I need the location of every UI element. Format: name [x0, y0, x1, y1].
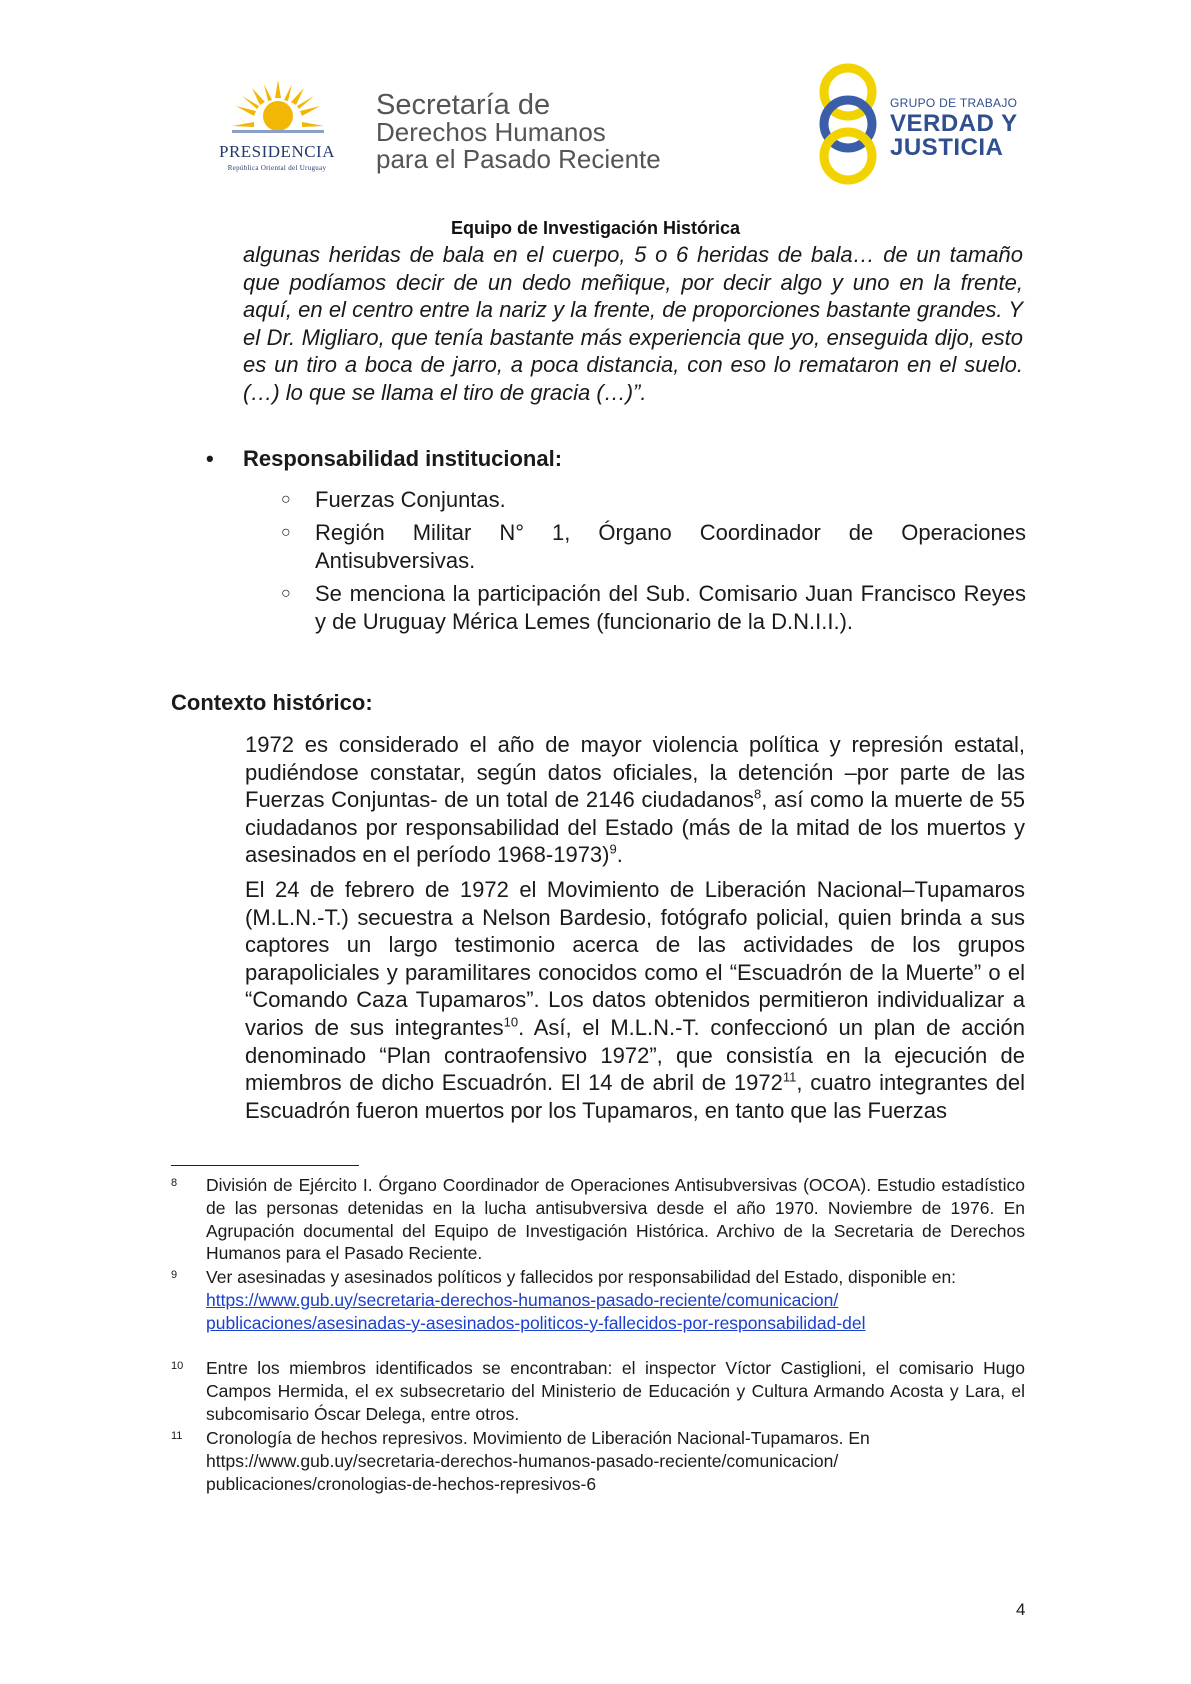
- interlocked-rings-icon: [812, 62, 884, 188]
- footnote-ref-11[interactable]: 11: [782, 1069, 797, 1085]
- sun-icon: [232, 80, 324, 142]
- footnote-link[interactable]: https://www.gub.uy/secretaria-derechos-humanos-pasado-reciente/comunicacion/: [206, 1289, 839, 1310]
- contexto-paragraph-1: [245, 731, 1025, 869]
- footnote-ref-9[interactable]: 9: [609, 842, 617, 858]
- list-item: [281, 580, 1026, 635]
- footnote-11: [171, 1427, 1025, 1495]
- footnote-text-line: Cronología de hechos represivos. Movimiento de Liberación Nacional-Tupamaros. En: [206, 1428, 870, 1448]
- secretaria-line-1: Secretaría de: [376, 89, 551, 121]
- secretaria-title: [376, 89, 661, 174]
- bullet-marker: •: [206, 446, 214, 471]
- text-span: 1972 es considerado el año de mayor violencia política y represión estatal, pudiéndose constatar, según datos oficiales, la detención –por parte de las Fuerzas Conjuntas- de un total de 2146 ciudadanos: [245, 732, 1025, 813]
- circle-marker: ○: [281, 524, 291, 541]
- circle-marker: ○: [281, 585, 291, 602]
- footnote-number: 11: [171, 1430, 183, 1442]
- list-item-text: Región Militar N° 1, Órgano Coordinador de Operaciones Antisubversivas.: [315, 520, 1026, 573]
- team-title: Equipo de Investigación Histórica: [450, 218, 741, 238]
- text-span: El 24 de febrero de 1972 el Movimiento de Liberación Nacional–Tupamaros (M.L.N.-T.) secuestra a Nelson Bardesio, fotógrafo policial, quien brinda a sus captores un largo testimonio acerca de las actividades de los grupos parapoliciales y paramilitares conocidos como el “Escuadrón de la Muerte” o el “Comando Caza Tupamaros”. Los datos obtenidos permitieron individualizar a varios de sus integrantes: [245, 877, 1025, 1040]
- footnote-text: Entre los miembros identificados se encontraban: el inspector Víctor Castiglioni, el comisario Hugo Campos Hermida, el ex subsecretario del Ministerio de Educación y Cultura Armando Acosta y Lara, el subcomisario Óscar Delega, entre otros.: [206, 1358, 1025, 1424]
- footnote-link[interactable]: publicaciones/asesinadas-y-asesinados-politicos-y-fallecidos-por-responsabilidad-del: [206, 1312, 866, 1333]
- quote-text: algunas heridas de bala en el cuerpo, 5 o 6 heridas de bala… de un tamaño que podíamos decir de un dedo meñique, por decir algo y uno en la frente, aquí, en el centro entre la nariz y la frente, de proporciones bastante grandes. Y el Dr. Migliaro, que tenía bastante más experiencia que yo, enseguida dijo, esto es un tiro a boca de jarro, a poca distancia, con eso lo remataron en el suelo. (…) lo que se llama el tiro de gracia (…)”.: [243, 242, 1023, 405]
- list-item-text: Fuerzas Conjuntas.: [315, 487, 506, 512]
- footnote-number: 10: [171, 1360, 184, 1372]
- footnote-text-line: https://www.gub.uy/secretaria-derechos-humanos-pasado-reciente/comunicacion/: [206, 1450, 839, 1471]
- footnote-text-line: Ver asesinadas y asesinados políticos y fallecidos por responsabilidad del Estado, disponible en:: [206, 1267, 957, 1287]
- testimony-quote: [243, 241, 1023, 407]
- page-header: [0, 0, 1191, 200]
- circle-marker: ○: [281, 491, 291, 508]
- footnote-text: [206, 1427, 1025, 1495]
- verdad-label: VERDAD Y: [890, 110, 1018, 137]
- page-number: 4: [1016, 1600, 1026, 1619]
- grupo-trabajo-label: GRUPO DE TRABAJO: [890, 96, 1018, 110]
- footnote-text-line: publicaciones/cronologias-de-hechos-represivos-6: [206, 1473, 597, 1494]
- footnote-10: [171, 1357, 1025, 1425]
- secretaria-line-3: para el Pasado Reciente: [376, 144, 661, 174]
- grupo-trabajo-logo: [812, 62, 1032, 188]
- list-item-text: Se menciona la participación del Sub. Comisario Juan Francisco Reyes y de Uruguay Mérica Lemes (funcionario de la D.N.I.I.).: [315, 581, 1026, 634]
- footnote-9: [171, 1266, 1025, 1334]
- footnote-ref-10[interactable]: 10: [503, 1014, 519, 1030]
- footnote-8: [171, 1174, 1025, 1265]
- footnote-number: 9: [171, 1269, 178, 1281]
- footnote-text: División de Ejército I. Órgano Coordinador de Operaciones Antisubversivas (OCOA). Estudio estadístico de las personas detenidas en la lucha antisubversiva desde el año 1970. Noviembre de 1976. En Agrupación documental del Equipo de Investigación Histórica. Archivo de la Secretaria de Derechos Humanos para el Pasado Reciente.: [206, 1175, 1025, 1264]
- paragraph-text: [245, 731, 1025, 869]
- text-span: , así como la muerte de 55 ciudadanos por responsabilidad del Estado (más de la mitad de los muertos y asesinados en el período 1968-1973): [245, 787, 1025, 868]
- text-span: , cuatro integrantes del Escuadrón fueron muertos por los Tupamaros, en tanto que las Fuerzas: [245, 1070, 1025, 1123]
- justicia-label: JUSTICIA: [890, 134, 1004, 161]
- footnote-text: [206, 1266, 1025, 1334]
- presidencia-logo: [198, 80, 356, 176]
- secretaria-line-2: Derechos Humanos: [376, 117, 606, 147]
- text-span: . Así, el M.L.N.-T. confeccionó un plan de acción denominado “Plan contraofensivo 1972”, que consistía en la ejecución de miembros de dicho Escuadrón. El 14 de abril de 1972: [245, 1014, 1025, 1096]
- presidencia-name: PRESIDENCIA: [218, 142, 335, 161]
- list-item: [281, 486, 1026, 514]
- contexto-heading: Contexto histórico:: [171, 690, 373, 715]
- list-item: [281, 519, 1026, 574]
- contexto-paragraph-2: [245, 876, 1025, 1124]
- text-span: .: [616, 842, 623, 868]
- presidencia-subtitle: República Oriental del Uruguay: [227, 164, 327, 172]
- responsabilidad-label: Responsabilidad institucional:: [243, 446, 563, 471]
- paragraph-text: [245, 876, 1025, 1124]
- footnote-ref-8[interactable]: 8: [753, 786, 762, 802]
- footnote-number: 8: [171, 1177, 178, 1189]
- footnote-separator: [171, 1165, 359, 1166]
